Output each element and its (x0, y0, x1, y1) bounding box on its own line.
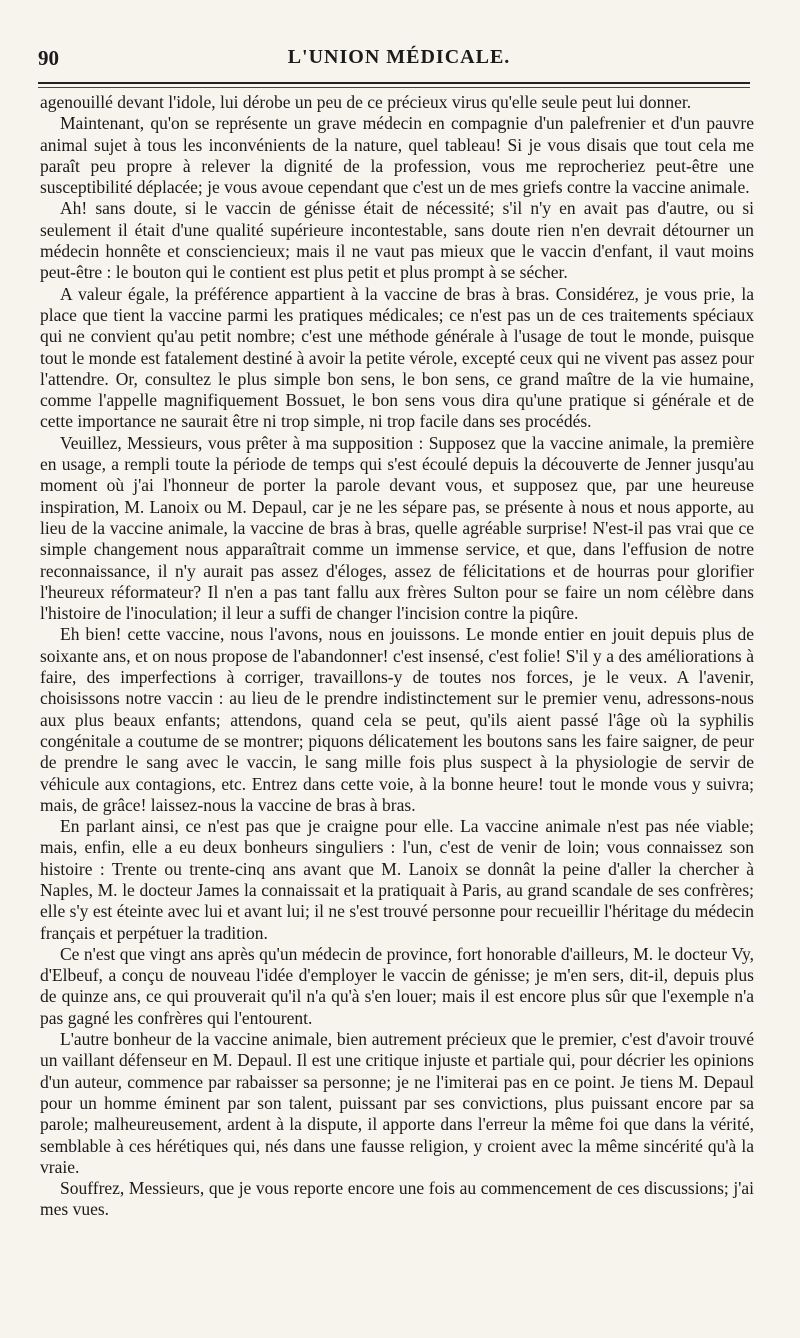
paragraph: A valeur égale, la préférence appartient à la vaccine de bras à bras. Considérez, je vous prie, la place que tient la vaccine parmi les pratiques médicales; ce n'est pas un de ces traitements spéciaux qui ne convient qu'au petit nombre; c'est une méthode générale à l'usage de tout le monde, puisque tout le monde est fatalement destiné à avoir la petite vérole, excepté ceux qui ne vivent pas assez pour l'attendre. Or, consultez le plus simple bon sens, le bon sens, ce grand maître de la vie humaine, comme l'appelle magnifiquement Bossuet, le bon sens vous dira qu'une pratique si générale et de cette importance ne saurait être ni trop simple, ni trop facile dans ses procédés. (40, 283, 754, 432)
running-title: L'UNION MÉDICALE. (287, 46, 511, 68)
page-header (38, 40, 760, 74)
paragraph: Eh bien! cette vaccine, nous l'avons, nous en jouissons. Le monde entier en jouit depuis plus de soixante ans, et on nous propose de l'abandonner! c'est insensé, c'est folie! S'il y a des améliorations à faire, des imperfections à corriger, travaillons-y de toutes nos forces, je le veux. A l'avenir, choisissons notre vaccin : au lieu de le prendre indistinctement sur le premier venu, adressons-nous aux plus beaux enfants; attendons, quand cela se peut, qu'ils aient passé l'âge où la syphilis congénitale a coutume de se montrer; piquons délicatement les boutons sans les faire saigner, de peur de prendre le sang avec le vaccin, le sang mille fois plus suspect à la physiologie de servir de véhicule aux contagions, etc. Entrez dans cette voie, à la bonne heure! tout le monde vous y suivra; mais, de grâce! laissez-nous la vaccine de bras à bras. (40, 624, 754, 815)
header-rule-thin (38, 87, 750, 88)
paragraph: Souffrez, Messieurs, que je vous reporte encore une fois au commencement de ces discussions; j'ai mes vues. (40, 1178, 754, 1220)
page-number: 90 (38, 46, 59, 70)
paragraph: Ah! sans doute, si le vaccin de génisse était de nécessité; s'il n'y en avait pas d'autre, ou si seulement il était d'une qualité supérieure incontestable, sans doute rien n'en devrait détourner un médecin honnête et consciencieux; mais il ne vaut pas mieux que le vaccin d'enfant, il vaut moins peut-être : le bouton qui le contient est plus petit et plus prompt à se sécher. (40, 198, 754, 283)
paragraph: Maintenant, qu'on se représente un grave médecin en compagnie d'un palefrenier et d'un pauvre animal sujet à tous les inconvénients de la nature, quel tableau! Si je vous disais que tout cela me paraît peu propre à relever la dignité de la profession, vous me reprocheriez peut-être une susceptibilité déplacée; je vous avoue cependant que c'est un de mes griefs contre la vaccine animale. (40, 113, 754, 198)
header-rule (38, 82, 750, 84)
paragraph: Ce n'est que vingt ans après qu'un médecin de province, fort honorable d'ailleurs, M. le docteur Vy, d'Elbeuf, a conçu de nouveau l'idée d'employer le vaccin de génisse; je m'en sers, dit-il, depuis plus de quinze ans, ce qui prouverait qu'il n'a qu'à s'en louer; mais il est encore plus sûr que l'exemple n'a pas gagné les confrères qui l'entourent. (40, 943, 754, 1028)
paragraph: Veuillez, Messieurs, vous prêter à ma supposition : Supposez que la vaccine animale, la première en usage, a rempli toute la période de temps qui s'est écoulé depuis la découverte de Jenner jusqu'au moment où j'ai l'honneur de porter la parole devant vous, et supposez que, par une heureuse inspiration, M. Lanoix ou M. Depaul, car je ne les sépare pas, se présente à nous et nous apporte, au lieu de la vaccine animale, la vaccine de bras à bras, quelle agréable surprise! N'est-il pas vrai que ce simple changement nous apparaîtrait comme un immense service, et que, dans l'effusion de notre reconnaissance, il n'y aurait pas assez d'éloges, assez de félicitations et de hourras pour glorifier l'heureux réformateur? Il n'en a pas tant fallu aux frères Sulton pour se faire un nom célèbre dans l'histoire de l'inoculation; il leur a suffi de changer l'incision contre la piqûre. (40, 432, 754, 624)
paragraph: En parlant ainsi, ce n'est pas que je craigne pour elle. La vaccine animale n'est pas née viable; mais, enfin, elle a eu deux bonheurs singuliers : l'un, c'est de venir de loin; vous connaissez son histoire : Trente ou trente-cinq ans avant que M. Lanoix se donnât la peine d'aller la chercher à Naples, M. le docteur James la connaissait et la pratiquait à Paris, au grand scandale de ses confrères; elle s'y est éteinte avec lui et avant lui; il ne s'est trouvé personne pour recueillir l'héritage du médecin français et perpétuer la tradition. (40, 816, 754, 943)
article-body (40, 92, 754, 1221)
paragraph: L'autre bonheur de la vaccine animale, bien autrement précieux que le premier, c'est d'avoir trouvé un vaillant défenseur en M. Depaul. Il est une critique injuste et partiale qui, pour décrier les opinions d'un auteur, commence par rabaisser sa personne; je ne l'imiterai pas en ce point. Je tiens M. Depaul pour un homme éminent par son talent, puissant par ses convictions, plus puissant encore par sa parole; malheureusement, ardent à la dispute, il apporte dans l'erreur la même foi que dans la vérité, semblable à ces hérétiques qui, nés dans une fausse religion, y croient avec la même sincérité qu'à la vraie. (40, 1029, 754, 1177)
paragraph: agenouillé devant l'idole, lui dérobe un peu de ce précieux virus qu'elle seule peut lui donner. (40, 92, 692, 112)
